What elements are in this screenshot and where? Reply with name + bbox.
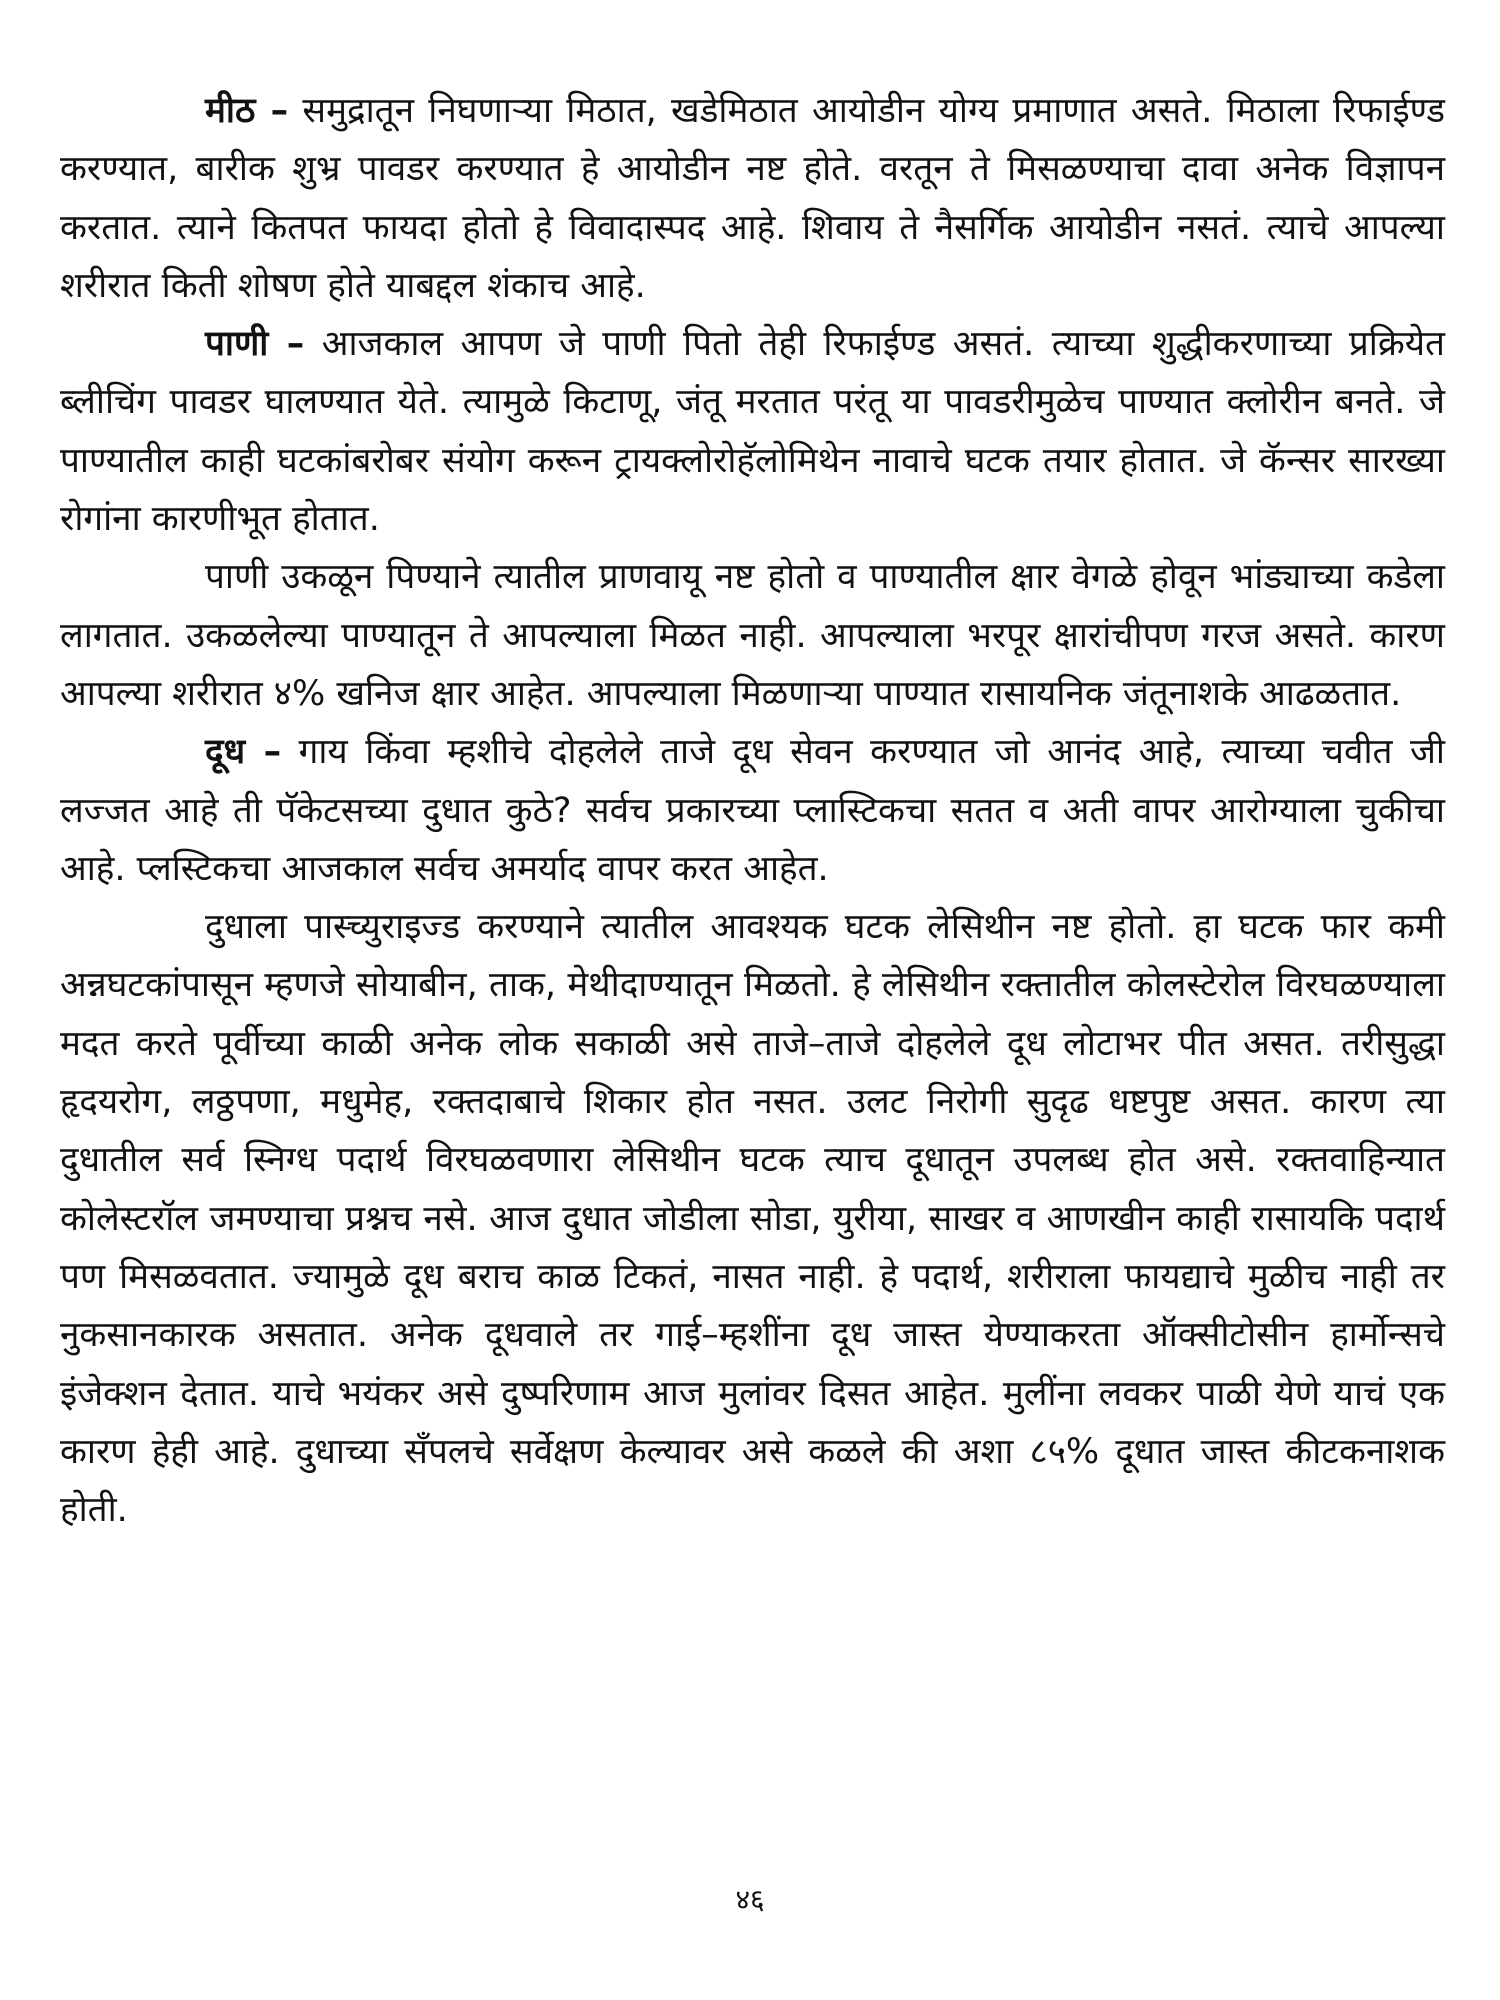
boiled-water-text: पाणी उकळून पिण्याने त्यातील प्राणवायू नष्ट होतो व पाण्यातील क्षार वेगळे होवून भांड्याच्या कडेला लागतात. उकळलेल्या पाण्यातून ते आपल्याला मिळत नाही. आपल्याला भरपूर क्षारांचीपण गरज असते. कारण आपल्या शरीरात ४% खनिज क्षार आहेत. आपल्याला मिळणाऱ्या पाण्यात रासायनिक जंतूनाशके आढळतात.	[60, 557, 1445, 714]
paragraph-water	[60, 315, 1445, 548]
milk-text: गाय किंवा म्हशीचे दोहलेले ताजे दूध सेवन करण्यात जो आनंद आहे, त्याच्या चवीत जी लज्जत आहे ती पॅकेटसच्या दुधात कुठे? सर्वच प्रकारच्या प्लास्टिकचा सतत व अती वापर आरोग्याला चुकीचा आहे. प्लस्टिकचा आजकाल सर्वच अमर्याद वापर करत आहेत.	[60, 732, 1445, 889]
paragraph-boiled-water	[60, 548, 1445, 723]
water-text: आजकाल आपण जे पाणी पितो तेही रिफाईण्ड असतं. त्याच्या शुद्धीकरणाच्या प्रक्रियेत ब्लीचिंग पावडर घालण्यात येते. त्यामुळे किटाणू, जंतू मरतात परंतू या पावडरीमुळेच पाण्यात क्लोरीन बनते. जे पाण्यातील काही घटकांबरोबर संयोग करून ट्रायक्लोरोहॅलोमिथेन नावाचे घटक तयार होतात. जे कॅन्सर सारख्या रोगांना कारणीभूत होतात.	[60, 324, 1446, 540]
page-number: ४६	[735, 1883, 765, 1916]
salt-dash: –	[255, 91, 289, 131]
body-text	[60, 82, 1445, 1539]
paragraph-pasteurized-milk	[60, 898, 1445, 1539]
water-heading: पाणी	[205, 324, 269, 365]
paragraph-salt	[60, 82, 1445, 315]
salt-text: समुद्रातून निघणाऱ्या मिठात, खडेमिठात आयोडीन योग्य प्रमाणात असते. मिठाला रिफाईण्ड करण्यात, बारीक शुभ्र पावडर करण्यात हे आयोडीन नष्ट होते. वरतून ते मिसळण्याचा दावा अनेक विज्ञापन करतात. त्याने कितपत फायदा होतो हे विवादास्पद आहे. शिवाय ते नैसर्गिक आयोडीन नसतं. त्याचे आपल्या शरीरात किती शोषण होते याबद्दल शंकाच आहे.	[60, 91, 1445, 306]
water-dash: –	[268, 324, 305, 365]
salt-heading: मीठ	[205, 91, 256, 131]
pasteurized-milk-text: दुधाला पास्च्युराइज्ड करण्याने त्यातील आवश्यक घटक लेसिथीन नष्ट होतो. हा घटक फार कमी अन्नघटकांपासून म्हणजे सोयाबीन, ताक, मेथीदाण्यातून मिळतो. हे लेसिथीन रक्तातील कोलस्टेरोल विरघळण्याला मदत करते पूर्वीच्या काळी अनेक लोक सकाळी असे ताजे–ताजे दोहलेले दूध लोटाभर पीत असत. तरीसुद्धा हृदयरोग, लठ्ठपणा, मधुमेह, रक्तदाबाचे शिकार होत नसत. उलट निरोगी सुदृढ धष्टपुष्ट असत. कारण त्या दुधातील सर्व स्निग्ध पदार्थ विरघळवणारा लेसिथीन घटक त्याच दूधातून उपलब्ध होत असे. रक्तवाहिन्यात कोलेस्टरॉल जमण्याचा प्रश्नच नसे. आज दुधात जोडीला सोडा, युरीया, साखर व आणखीन काही रासायकि पदार्थ पण मिसळवतात. ज्यामुळे दूध बराच काळ टिकतं, नासत नाही. हे पदार्थ, शरीराला फायद्याचे मुळीच नाही तर नुकसानकारक असतात. अनेक दूधवाले तर गाई–म्हशींना दूध जास्त येण्याकरता ऑक्सीटोसीन हार्मोन्सचे इंजेक्शन देतात. याचे भयंकर असे दुष्परिणाम आज मुलांवर दिसत आहेत. मुलींना लवकर पाळी येणे याचं एक कारण हेही आहे. दुधाच्या सॅंपलचे सर्वेक्षण केल्यावर असे कळले की अशा ८५% दूधात जास्त कीटकनाशक होती.	[60, 907, 1445, 1531]
paragraph-milk	[60, 723, 1445, 898]
milk-dash: –	[245, 732, 282, 773]
milk-heading: दूध	[205, 732, 246, 773]
